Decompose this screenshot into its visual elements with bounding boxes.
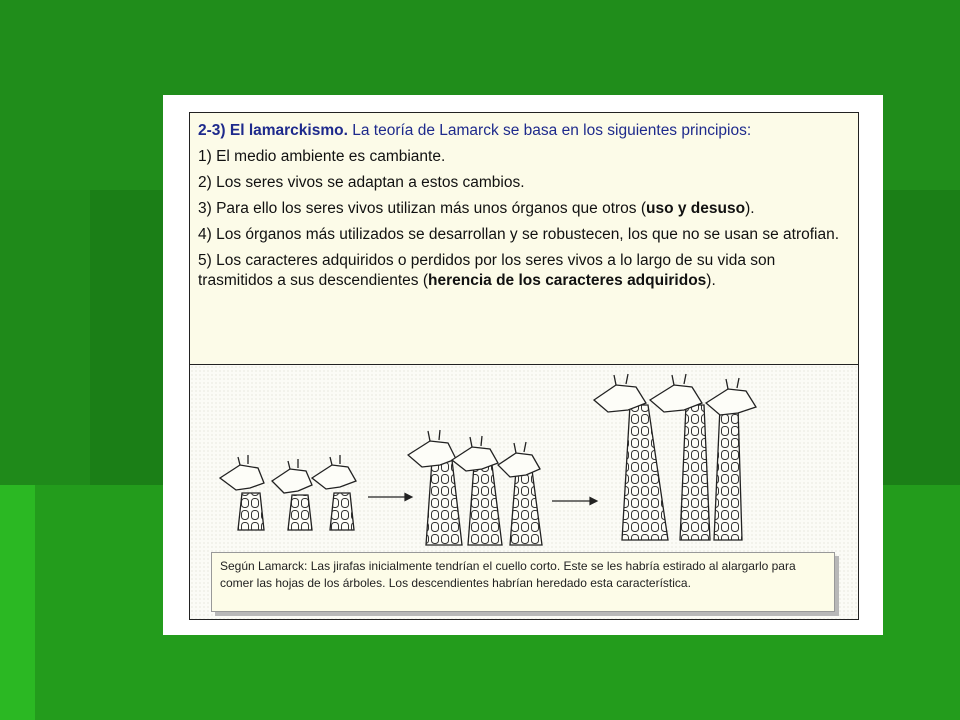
principle-5-end: ). [706,272,716,289]
principle-4: 4) Los órganos más utilizados se desarrollan y se robustecen, los que no se usan se atrofian. [198,226,840,243]
long-neck-giraffes [594,374,756,540]
heading-title: 2-3) El lamarckismo. [198,122,348,139]
content-frame [189,112,859,620]
short-neck-giraffes [220,455,356,530]
principle-5 [198,251,850,291]
principle-3 [198,199,850,219]
principle-5-start: 5) Los caracteres adquiridos o perdidos por los seres vivos a lo largo de su vida son trasmitidos a sus descendientes ( [198,252,776,289]
principles-text [190,113,858,365]
principle-3-end: ). [745,200,755,217]
slide-card [163,95,883,635]
principle-1: 1) El medio ambiente es cambiante. [198,148,446,165]
background-accent [0,485,35,720]
heading-intro: La teoría de Lamarck se basa en los siguientes principios: [347,122,752,139]
arrow-right-icon [552,498,597,505]
illustration-caption: Según Lamarck: Las jirafas inicialmente tendrían el cuello corto. Este se les habría estirado al alargarlo para comer las hojas de los árboles. Los descendientes habrían heredado esta característica. [211,552,835,612]
principle-2: 2) Los seres vivos se adaptan a estos cambios. [198,174,525,191]
arrow-right-icon [368,494,412,501]
giraffe-illustration-panel [190,365,858,619]
principle-3-bold: uso y desuso [646,200,746,217]
principle-3-start: 3) Para ello los seres vivos utilizan más unos órganos que otros ( [198,200,646,217]
principle-5-bold: herencia de los caracteres adquiridos [428,272,707,289]
medium-neck-giraffes [408,430,542,545]
section-heading [198,121,850,141]
giraffe-evolution-illustration [190,365,858,555]
